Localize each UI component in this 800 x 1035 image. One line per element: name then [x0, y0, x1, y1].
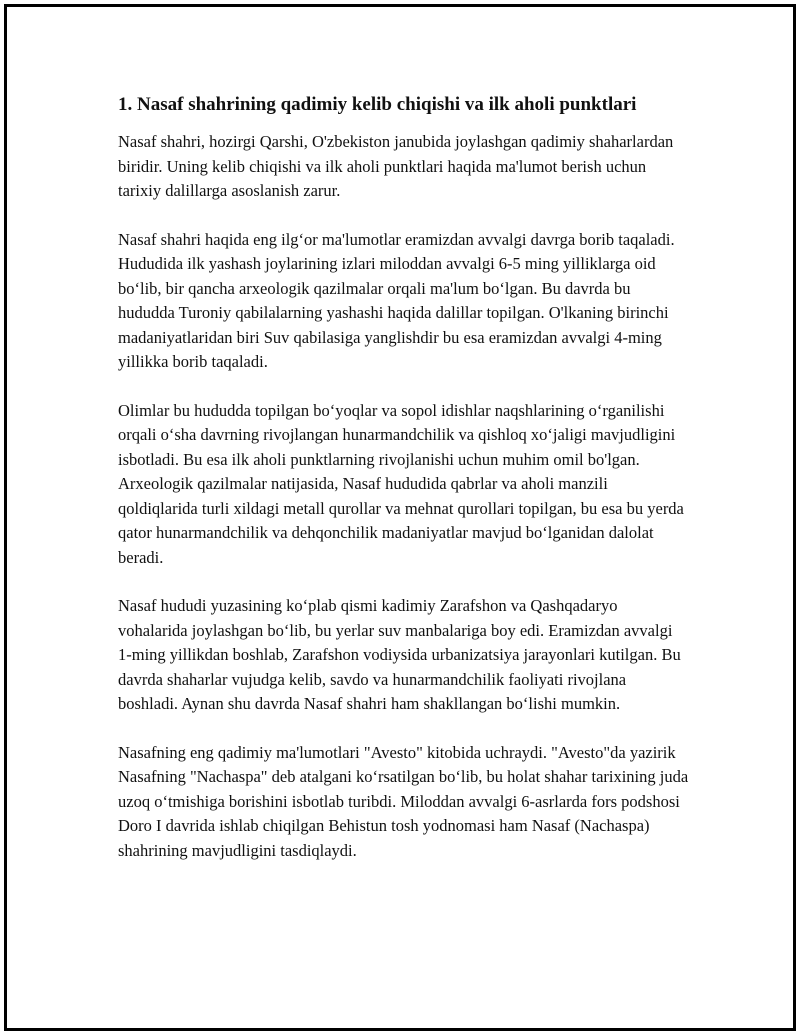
paragraph-4: Nasaf hududi yuzasining ko‘plab qismi kadimiy Zarafshon va Qashqadaryo vohalarida joylashgan bo‘lib, bu yerlar suv manbalariga boy edi. Eramizdan avvalgi 1-ming yillikdan boshlab, Zarafshon vodiysida urbanizatsiya jarayonlari kutilgan. Bu davrda shaharlar vujudga kelib, savdo va hunarmandchilik faoliyati rivojlana boshladi. Aynan shu davrda Nasaf shahri ham shakllangan bo‘lishi mumkin. [118, 596, 681, 713]
paragraph-1: Nasaf shahri, hozirgi Qarshi, O'zbekiston janubida joylashgan qadimiy shaharlardan biridir. Uning kelib chiqishi va ilk aholi punktlari haqida ma'lumot berish uchun tarixiy dalillarga asoslanish zarur. [118, 132, 674, 200]
paragraph-3: Olimlar bu hududda topilgan bo‘yoqlar va sopol idishlar naqshlarining o‘rganilishi orqali o‘sha davrning rivojlangan hunarmandchilik va qishloq xo‘jaligi mavjudligini isbotladi. Bu esa ilk aholi punktlarning rivojlanishi uchun muhim omil bo'lgan. Arxeologik qazilmalar natijasida, Nasaf hududida qabrlar va aholi manzili qoldiqlarida turli xildagi metall qurollar va mehnat qurollari topilgan, bu esa bu yerda qator hunarmandchilik va dehqonchilik madaniyatlar mavjud bo‘lganidan dalolat beradi. [118, 400, 684, 567]
paragraph-5: Nasafning eng qadimiy ma'lumotlari "Avesto" kitobida uchraydi. "Avesto"da yazirik Nasafning "Nachaspa" deb atalgani ko‘rsatilgan bo‘lib, bu holat shahar tarixining juda uzoq o‘tmishiga borishini isbotlab turibdi. Miloddan avvalgi 6-asrlarda fors podshosi Doro I davrida ishlab chiqilgan Behistun tosh yodnomasi ham Nasaf (Nachaspa) shahrining mavjudligini tasdiqlaydi. [118, 742, 689, 860]
document-title: 1. Nasaf shahrining qadimiy kelib chiqishi va ilk aholi punktlari [118, 94, 637, 115]
paragraph-2: Nasaf shahri haqida eng ilg‘or ma'lumotlar eramizdan avvalgi davrga borib taqaladi. Hududida ilk yashash joylarining izlari miloddan avvalgi 6-5 ming yilliklarga oid bo‘lib, bir qancha arxeologik qazilmalar orqali ma'lum bo‘lgan. Bu davrda bu hududda Turoniy qabilalarning yashashi haqida dalillar topilgan. O'lkaning birinchi madaniyatlaridan biri Suv qabilasiga yanglishdir bu esa eramizdan avvalgi 4-ming yillikka borib taqaladi. [118, 229, 675, 371]
document-body [118, 92, 690, 887]
